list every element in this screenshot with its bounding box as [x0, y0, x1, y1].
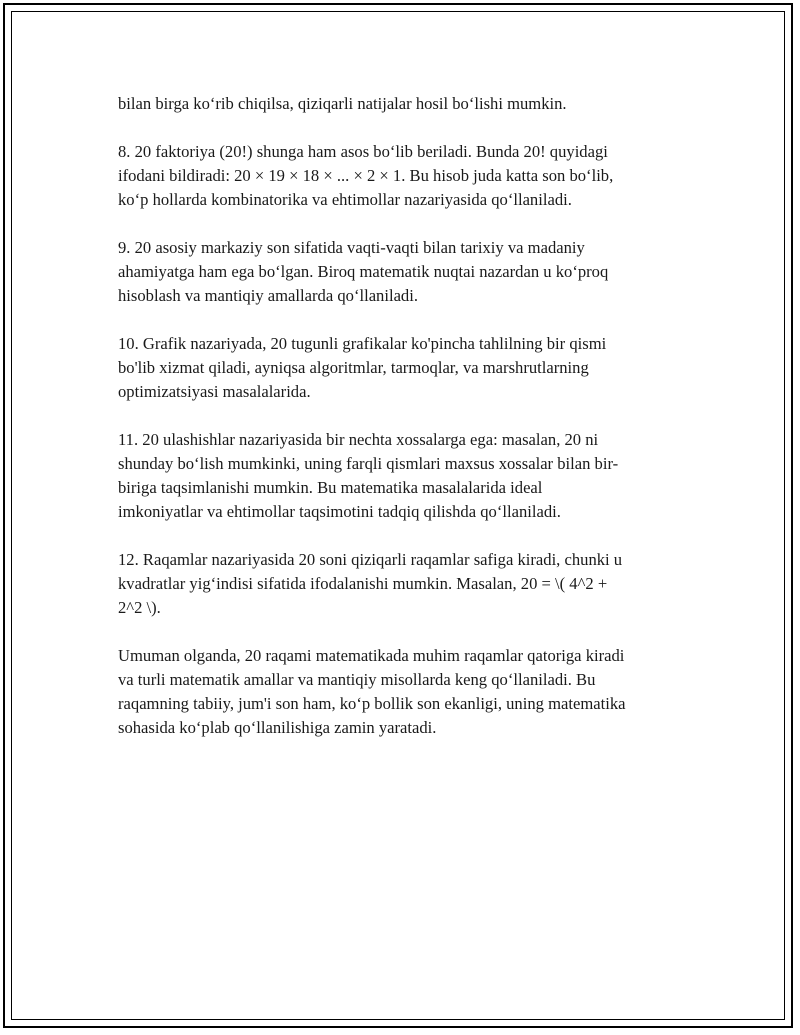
- paragraph-continuation: bilan birga ko‘rib chiqilsa, qiziqarli natijalar hosil bo‘lishi mumkin.: [118, 94, 567, 113]
- paragraph-item-10: 10. Grafik nazariyada, 20 tugunli grafikalar ko'pincha tahlilning bir qismi bo'lib xizmat qiladi, ayniqsa algoritmlar, tarmoqlar, va marshrutlarning optimizatsiyasi masalalarida.: [118, 334, 607, 401]
- paragraph-item-9: 9. 20 asosiy markaziy son sifatida vaqti-vaqti bilan tarixiy va madaniy ahamiyatga ham ega bo‘lgan. Biroq matematik nuqtai nazardan u ko‘proq hisoblash va mantiqiy amallarda qo‘llaniladi.: [118, 238, 609, 305]
- document-body: [118, 92, 683, 764]
- paragraph-item-11: 11. 20 ulashishlar nazariyasida bir nechta xossalarga ega: masalan, 20 ni shunday bo‘lish mumkinki, uning farqli qismlari maxsus xossalar bilan bir- biriga taqsimlanishi mumkin. Bu matematika masalalarida ideal imkoniyatlar va ehtimollar taqsimotini tadqiq qilishda qo‘llaniladi.: [118, 430, 619, 521]
- paragraph-item-8: 8. 20 faktoriya (20!) shunga ham asos bo‘lib beriladi. Bunda 20! quyidagi ifodani bildiradi: 20 × 19 × 18 × ... × 2 × 1. Bu hisob juda katta son bo‘lib, ko‘p hollarda kombinatorika va ehtimollar nazariyasida qo‘llaniladi.: [118, 142, 614, 209]
- paragraph-item-12: 12. Raqamlar nazariyasida 20 soni qiziqarli raqamlar safiga kiradi, chunki u kvadratlar yig‘indisi sifatida ifodalanishi mumkin. Masalan, 20 = \( 4^2 + 2^2 \).: [118, 550, 623, 617]
- paragraph-conclusion: Umuman olganda, 20 raqami matematikada muhim raqamlar qatoriga kiradi va turli matematik amallar va mantiqiy misollarda keng qo‘llaniladi. Bu raqamning tabiiy, jum'i son ham, ko‘p bollik son ekanligi, uning matematika sohasida ko‘plab qo‘llanilishiga zamin yaratadi.: [118, 646, 626, 737]
